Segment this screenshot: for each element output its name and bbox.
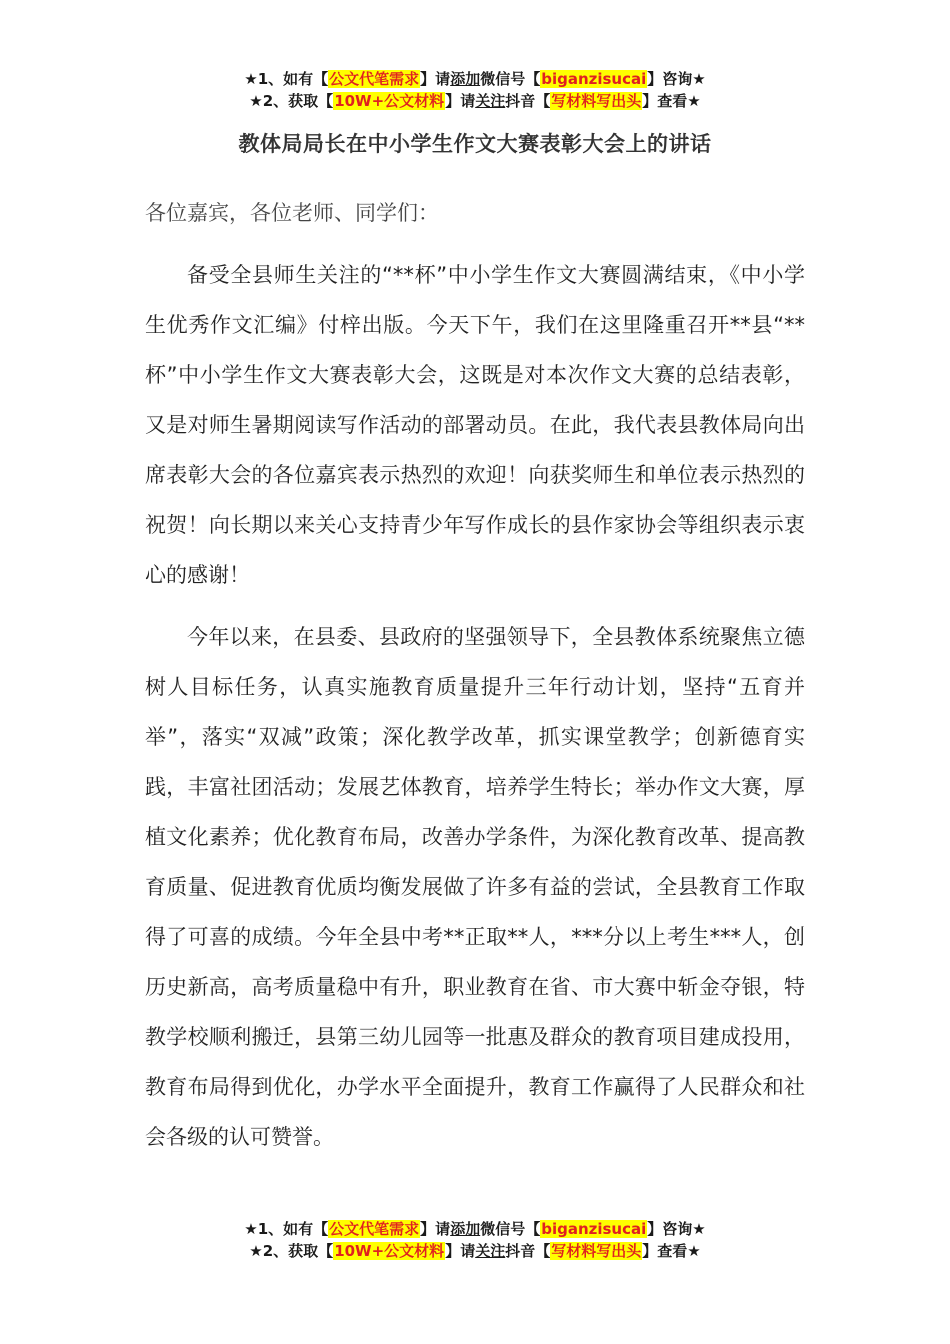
promo-text: 抖音【 [505, 1242, 551, 1260]
promo-line-2 [0, 1240, 950, 1262]
promo-text: 微信号【 [480, 70, 541, 88]
promo-text: 】请 [420, 70, 451, 88]
promo-text: 】查看★ [642, 1242, 701, 1260]
promo-line-1 [0, 1218, 950, 1240]
promo-text: 】咨询★ [647, 70, 706, 88]
promo-text: 】请 [420, 1220, 451, 1238]
promo-douyin-id: 写材料写出头 [551, 92, 642, 110]
promo-text: ★2、获取【 [249, 92, 334, 110]
promo-wechat-id: biganzisucai [541, 70, 647, 88]
promo-text: 微信号【 [480, 1220, 541, 1238]
promo-line-2 [0, 90, 950, 112]
promo-text: 抖音【 [505, 92, 551, 110]
document-body [145, 188, 805, 1174]
salutation: 各位嘉宾，各位老师、同学们： [145, 201, 439, 225]
paragraph-1: 备受全县师生关注的“**杯”中小学生作文大赛圆满结束，《中小学生优秀作文汇编》付梓出版。今天下午，我们在这里隆重召开**县“**杯”中小学生作文大赛表彰大会，这既是对本次作文大赛的总结表彰，又是对师生暑期阅读写作活动的部署动员。在此，我代表县教体局向出席表彰大会的各位嘉宾表示热烈的欢迎！向获奖师生和单位表示热烈的祝贺！向长期以来关心支持青少年写作成长的县作家协会等组织表示衷心的感谢！ [145, 263, 805, 587]
promo-text: 】查看★ [642, 92, 701, 110]
promo-highlight: 10W+公文材料 [334, 1242, 445, 1260]
promo-text: ★1、如有【 [244, 70, 329, 88]
promo-banner-bottom [0, 1218, 950, 1262]
promo-text: 】咨询★ [647, 1220, 706, 1238]
promo-douyin-id: 写材料写出头 [551, 1242, 642, 1260]
promo-highlight: 10W+公文材料 [334, 92, 445, 110]
paragraph-2: 今年以来，在县委、县政府的坚强领导下，全县教体系统聚焦立德树人目标任务，认真实施教育质量提升三年行动计划，坚持“五育并举”，落实“双减”政策；深化教学改革，抓实课堂教学；创新德育实践，丰富社团活动；发展艺体教育，培养学生特长；举办作文大赛，厚植文化素养；优化教育布局，改善办学条件，为深化教育改革、提高教育质量、促进教育优质均衡发展做了许多有益的尝试，全县教育工作取得了可喜的成绩。今年全县中考**正取**人，***分以上考生***人，创历史新高，高考质量稳中有升，职业教育在省、市大赛中斩金夺银，特教学校顺利搬迁，县第三幼儿园等一批惠及群众的教育项目建成投用，教育布局得到优化，办学水平全面提升，教育工作赢得了人民群众和社会各级的认可赞誉。 [145, 625, 805, 1149]
promo-underline: 添加 [450, 1220, 481, 1238]
promo-underline: 添加 [450, 70, 481, 88]
promo-highlight: 公文代笔需求 [329, 70, 420, 88]
document-title: 教体局局长在中小学生作文大赛表彰大会上的讲话 [238, 132, 712, 156]
promo-highlight: 公文代笔需求 [329, 1220, 420, 1238]
promo-text: 】请 [445, 92, 476, 110]
promo-text: ★1、如有【 [244, 1220, 329, 1238]
promo-text: 】请 [445, 1242, 476, 1260]
promo-wechat-id: biganzisucai [541, 1220, 647, 1238]
promo-underline: 关注 [475, 92, 506, 110]
promo-banner-top [0, 68, 950, 112]
promo-line-1 [0, 68, 950, 90]
promo-underline: 关注 [475, 1242, 506, 1260]
promo-text: ★2、获取【 [249, 1242, 334, 1260]
